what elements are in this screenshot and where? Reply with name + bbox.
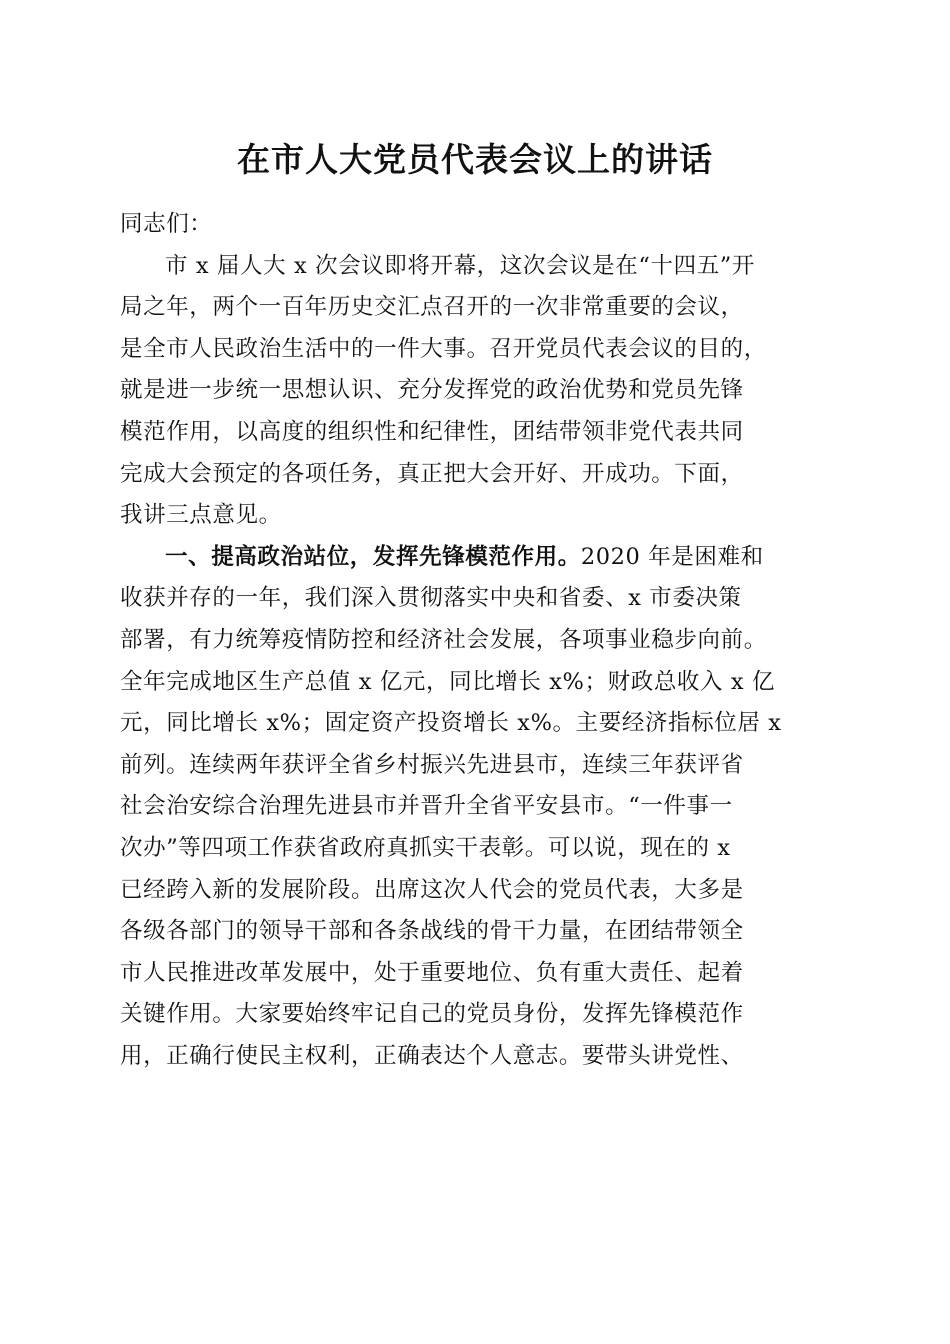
paragraph-line: 收获并存的一年，我们深入贯彻落实中央和省委、x 市委决策 bbox=[120, 585, 742, 612]
paragraph-line: 元，同比增长 x%；固定资产投资增长 x%。主要经济指标位居 x bbox=[120, 710, 782, 737]
paragraph-line: 社会治安综合治理先进县市并晋升全省平安县市。“一件事一 bbox=[120, 793, 733, 820]
paragraph-line: 部署，有力统筹疫情防控和经济社会发展，各项事业稳步向前。 bbox=[120, 626, 767, 653]
paragraph-line: 就是进一步统一思想认识、充分发挥党的政治优势和党员先锋 bbox=[120, 377, 744, 404]
paragraph-line: 前列。连续两年获评全省乡村振兴先进县市，连续三年获评省 bbox=[120, 751, 744, 778]
document-body bbox=[120, 204, 835, 1077]
paragraph-line: 完成大会预定的各项任务，真正把大会开好、开成功。下面， bbox=[120, 460, 744, 487]
document-title: 在市人大党员代表会议上的讲话 bbox=[237, 140, 713, 179]
paragraph-line: 各级各部门的领导干部和各条战线的骨干力量，在团结带领全 bbox=[120, 918, 744, 945]
paragraph-line: 市 x 届人大 x 次会议即将开幕，这次会议是在“十四五”开 bbox=[165, 252, 755, 279]
paragraph-line: 是全市人民政治生活中的一件大事。召开党员代表会议的目的， bbox=[120, 335, 767, 362]
paragraph-line: 局之年，两个一百年历史交汇点召开的一次非常重要的会议， bbox=[120, 294, 744, 321]
section-heading: 一、提高政治站位，发挥先锋模范作用。 bbox=[165, 543, 581, 570]
section-heading-rest: 2020 年是困难和 bbox=[580, 543, 764, 570]
paragraph-line: 模范作用，以高度的组织性和纪律性，团结带领非党代表共同 bbox=[120, 418, 744, 445]
paragraph-line: 次办”等四项工作获省政府真抓实干表彰。可以说，现在的 x bbox=[120, 834, 731, 861]
paragraph-line: 全年完成地区生产总值 x 亿元，同比增长 x%；财政总收入 x 亿 bbox=[120, 668, 776, 695]
paragraph-line: 关键作用。大家要始终牢记自己的党员身份，发挥先锋模范作 bbox=[120, 1001, 744, 1028]
paragraph-line: 市人民推进改革发展中，处于重要地位、负有重大责任、起着 bbox=[120, 959, 744, 986]
paragraph-line: 我讲三点意见。 bbox=[120, 502, 282, 529]
paragraph-line: 已经跨入新的发展阶段。出席这次人代会的党员代表，大多是 bbox=[120, 876, 744, 903]
salutation: 同志们： bbox=[120, 211, 213, 237]
section-heading-line bbox=[120, 537, 835, 579]
paragraph-line: 用，正确行使民主权利，正确表达个人意志。要带头讲党性、 bbox=[120, 1042, 744, 1069]
